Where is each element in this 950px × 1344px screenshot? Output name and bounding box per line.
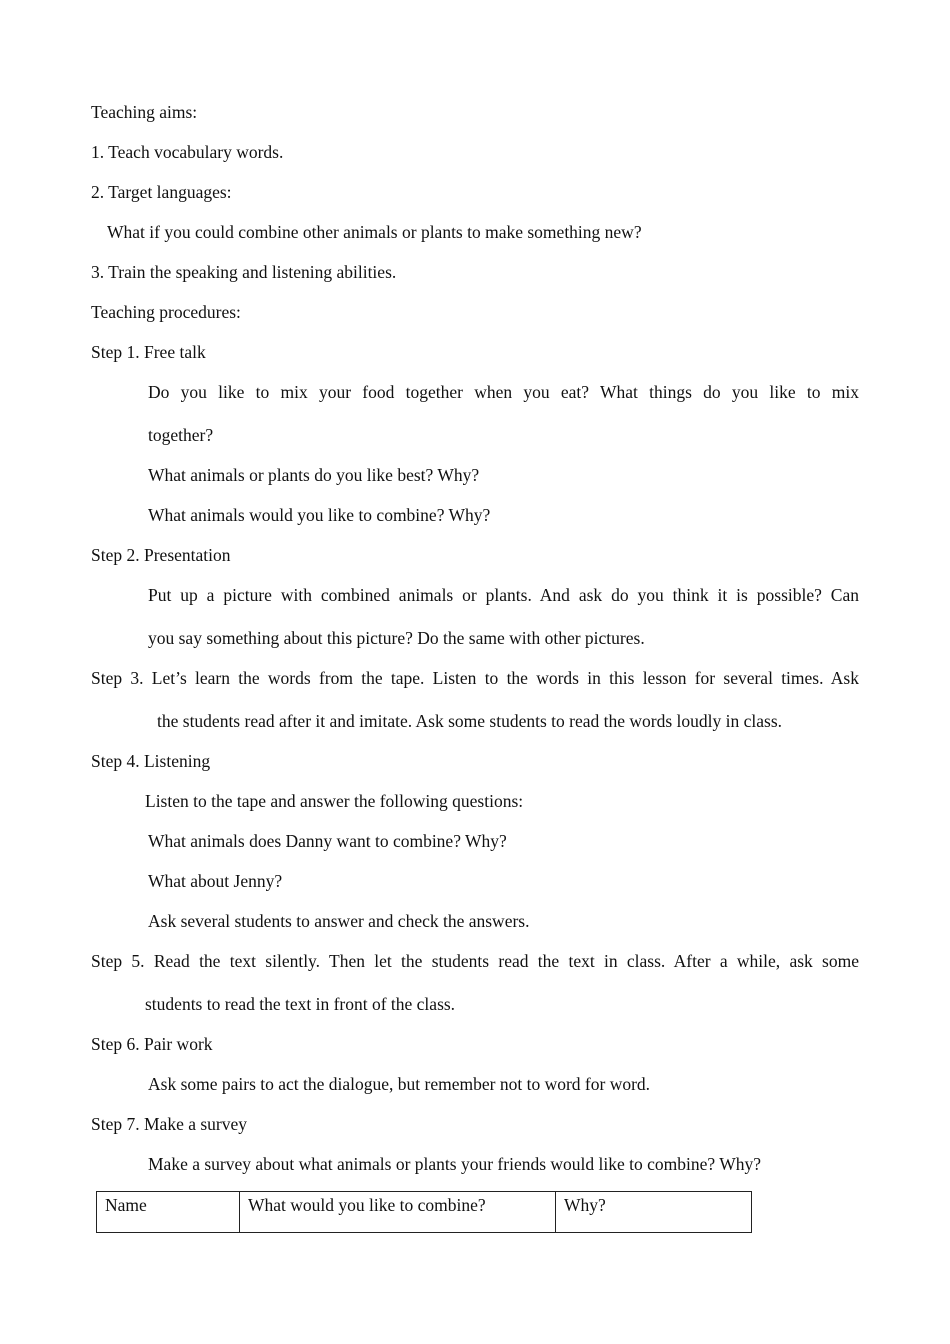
survey-header-why: Why? xyxy=(556,1192,752,1233)
step-4-question-2: What about Jenny? xyxy=(148,871,283,891)
step-1-title: Step 1. Free talk xyxy=(91,342,206,362)
step-6-line-1: Ask some pairs to act the dialogue, but remember not to word for word. xyxy=(148,1074,651,1094)
aim-2-sentence: What if you could combine other animals or plants to make something new? xyxy=(107,222,642,242)
step-3-line-1: Step 3. Let’s learn the words from the tape. Listen to the words in this lesson for several times. Ask xyxy=(91,668,859,688)
aim-2: 2. Target languages: xyxy=(91,182,232,202)
step-1-question-2: What animals or plants do you like best? Why? xyxy=(148,465,480,485)
procedures-heading: Teaching procedures: xyxy=(91,302,241,322)
survey-table-header-row xyxy=(97,1192,752,1233)
step-5-line-2: students to read the text in front of the class. xyxy=(145,994,456,1014)
aim-3: 3. Train the speaking and listening abilities. xyxy=(91,262,397,282)
step-4-question-1: What animals does Danny want to combine? Why? xyxy=(148,831,507,851)
step-7-title: Step 7. Make a survey xyxy=(91,1114,248,1134)
step-1-question-3: What animals would you like to combine? Why? xyxy=(148,505,491,525)
teaching-aims-heading: Teaching aims: xyxy=(91,102,198,122)
survey-table xyxy=(96,1191,752,1233)
step-1-question-1-line-2: together? xyxy=(148,425,214,445)
step-5-line-1: Step 5. Read the text silently. Then let the students read the text in class. After a while, ask some xyxy=(91,951,859,971)
step-4-title: Step 4. Listening xyxy=(91,751,211,771)
step-7-line-1: Make a survey about what animals or plants your friends would like to combine? Why? xyxy=(148,1154,761,1174)
step-2-title: Step 2. Presentation xyxy=(91,545,231,565)
step-2-line-1: Put up a picture with combined animals or plants. And ask do you think it is possible? Can xyxy=(148,585,859,605)
step-6-title: Step 6. Pair work xyxy=(91,1034,213,1054)
step-1-question-1-line-1: Do you like to mix your food together when you eat? What things do you like to mix xyxy=(148,382,859,402)
step-3-line-2: the students read after it and imitate. Ask some students to read the words loudly in class. xyxy=(157,711,783,731)
step-2-line-2: you say something about this picture? Do the same with other pictures. xyxy=(148,628,645,648)
aim-1: 1. Teach vocabulary words. xyxy=(91,142,284,162)
step-4-question-3: Ask several students to answer and check the answers. xyxy=(148,911,530,931)
survey-header-combine: What would you like to combine? xyxy=(240,1192,556,1233)
step-4-intro: Listen to the tape and answer the following questions: xyxy=(145,791,524,811)
survey-header-name: Name xyxy=(97,1192,240,1233)
